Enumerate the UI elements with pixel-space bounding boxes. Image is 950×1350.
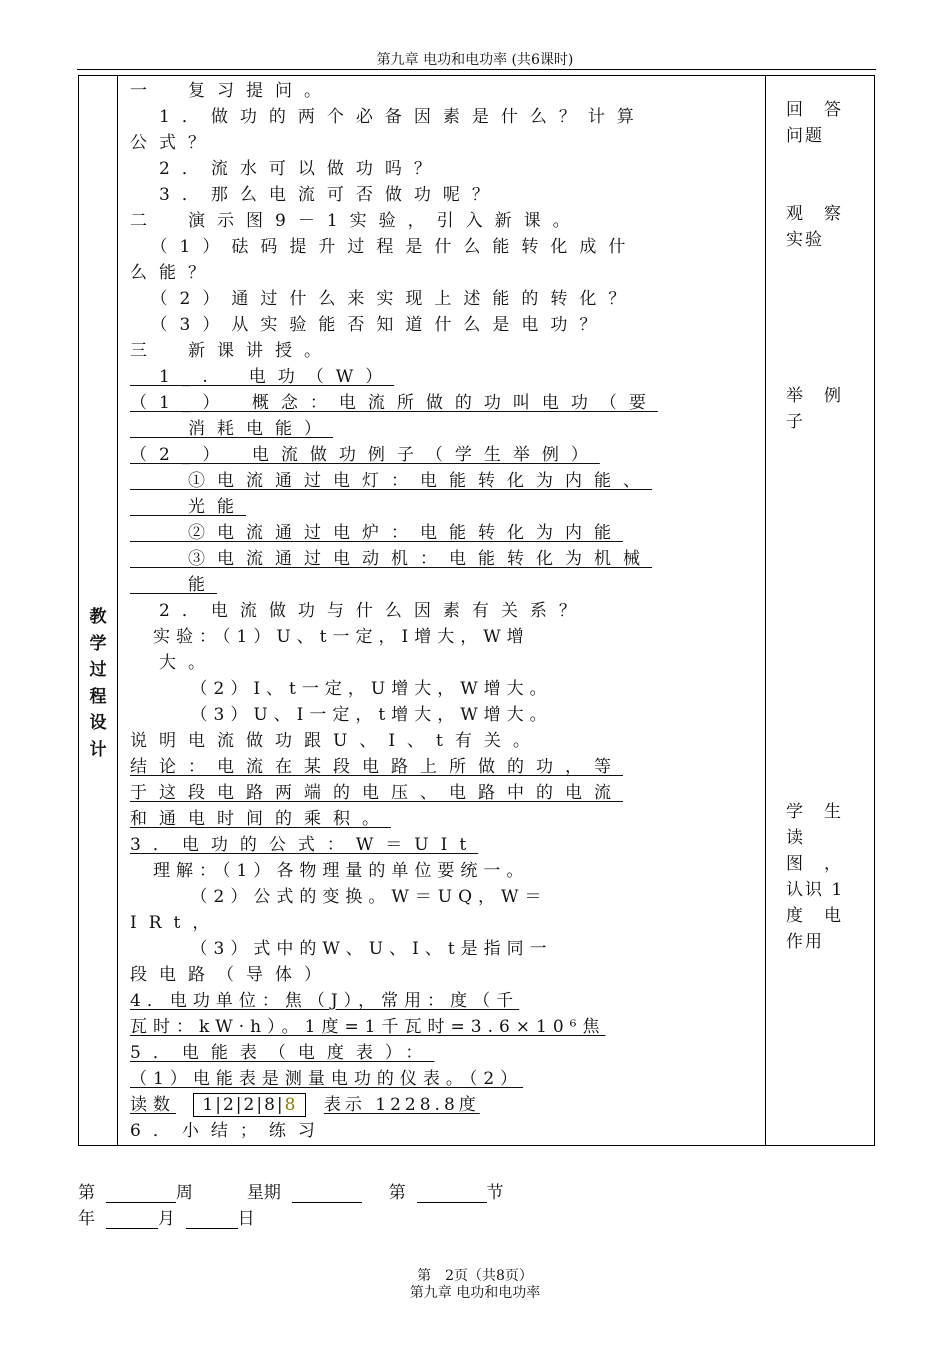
content-line: （2）通过什么来实现上述能的转化？ <box>130 289 638 309</box>
content-line: （2）I、t一定，U增大，W增大。 <box>130 679 553 699</box>
schedule-label: 星期 <box>246 1183 281 1203</box>
content-line: 段电路（导体） <box>130 965 333 985</box>
content-line: ①电流通过电灯：电能转化为内能、 <box>130 471 652 491</box>
schedule-line-1 <box>78 1178 504 1203</box>
section-label <box>79 604 117 763</box>
content-line: 3．那么电流可否做功呢？ <box>130 185 501 205</box>
content-line: 三 新课讲授。 <box>130 341 333 361</box>
content-line: （1）电能表是测量电功的仪表。（2） <box>130 1069 524 1089</box>
page-header: 第九章 电功和电功率 (共6课时) <box>376 52 574 68</box>
content-line: （2）公式的变换。W＝UQ，W＝ <box>130 887 548 907</box>
day-blank[interactable] <box>186 1210 238 1229</box>
content-line: （3）U、I一定，t增大，W增大。 <box>130 705 553 725</box>
content-line: （3）式中的W、U、I、t是指同一 <box>130 939 553 959</box>
schedule-label: 周 <box>175 1183 193 1203</box>
content-line: 6．小结；练习 <box>130 1121 327 1141</box>
activity-note: 举 例 子 <box>786 386 843 432</box>
meter-caption: 表示 1228.8度 <box>323 1095 480 1115</box>
meter-decimal-digit: 8 <box>284 1095 298 1115</box>
column-divider-right <box>765 76 766 1145</box>
content-line: 5．电能表（电度表）： <box>130 1043 435 1063</box>
section-label-char: 过 <box>89 660 107 680</box>
period-blank[interactable] <box>417 1184 487 1203</box>
content-line: 3．电功的公式：W＝UIt <box>130 835 479 855</box>
meter-reading-line <box>130 1092 480 1118</box>
content-line: 瓦时：kW·h）。1度=1千瓦时=3.6×10⁶焦 <box>130 1017 606 1037</box>
meter-display: 1|2|2|8|8 <box>193 1093 306 1117</box>
chapter-title: 第九章 电功和电功率 <box>409 1285 541 1301</box>
meter-digit: 2 <box>243 1095 257 1115</box>
content-line: 4．电功单位：焦（J），常用：度（千 <box>130 991 520 1011</box>
content-line: 2．流水可以做功吗？ <box>130 159 443 179</box>
week-blank[interactable] <box>106 1184 176 1203</box>
schedule-label: 日 <box>237 1209 255 1229</box>
content-line: 一 复习提问。 <box>130 81 333 101</box>
content-line: 1_. 电功（W） <box>130 367 395 387</box>
section-label-char: 计 <box>89 739 107 760</box>
schedule-label: 第 <box>388 1183 406 1203</box>
content-line: 大。 <box>130 653 217 673</box>
content-line: （2_） 电流做功例子（学生举例） <box>130 445 600 465</box>
content-line: （3）从实验能否知道什么是电功？ <box>130 315 609 335</box>
content-line: IRt， <box>130 913 222 933</box>
page-number: 第 2页（共8页） <box>417 1268 533 1284</box>
header-rule <box>77 69 876 70</box>
section-label-char: 教 <box>89 607 107 627</box>
page-footer <box>0 1268 950 1302</box>
meter-digit: 1 <box>202 1095 216 1115</box>
content-line: 实验：（1）U、t一定，I增大，W增 <box>130 627 530 647</box>
content-line: 说明电流做功跟U、I、t有关。 <box>130 731 542 751</box>
schedule-label: 第 <box>78 1183 95 1203</box>
content-line: 光能 <box>130 497 246 517</box>
meter-digit: 2 <box>222 1095 236 1115</box>
content-line: （1_） 概念：电流所做的功叫电功（要 <box>130 393 658 413</box>
content-line: 理解：（1）各物理量的单位要统一。 <box>130 861 530 881</box>
month-blank[interactable] <box>106 1210 158 1229</box>
content-line: 2．电流做功与什么因素有关系？ <box>130 601 588 621</box>
content-line: 于这段电路两端的电压、电路中的电流 <box>130 783 623 803</box>
column-divider-left <box>117 76 118 1145</box>
content-line: 消耗电能） <box>130 419 333 439</box>
schedule-label: 节 <box>486 1183 504 1203</box>
content-line: （1）砝码提升过程是什么能转化成什 <box>130 237 638 257</box>
meter-digit: 8 <box>264 1095 277 1115</box>
content-line: 和通电时间的乘积。 <box>130 809 391 829</box>
section-label-char: 学 <box>89 633 107 654</box>
schedule-label: 月 <box>157 1209 175 1229</box>
content-line: ②电流通过电炉：电能转化为内能 <box>130 523 623 543</box>
weekday-blank[interactable] <box>292 1184 362 1203</box>
content-line: ③电流通过电动机：电能转化为机械 <box>130 549 652 569</box>
schedule-line-2 <box>78 1204 255 1229</box>
content-line: 读数 <box>130 1095 176 1115</box>
activity-note: 回 答 问题 <box>786 100 843 146</box>
content-line: 公式？ <box>130 133 217 153</box>
content-line: 么能？ <box>130 263 217 283</box>
activity-note: 观 察 实验 <box>786 204 843 250</box>
section-label-char: 设 <box>89 713 107 733</box>
content-line: 二 演示图9－1实验，引入新课。 <box>130 211 582 231</box>
content-line: 能 <box>130 575 217 595</box>
content-line: 结论：电流在某段电路上所做的功，等 <box>130 757 623 777</box>
schedule-label: 年 <box>78 1209 95 1229</box>
content-line: 1．做功的两个必备因素是什么？计算 <box>130 107 646 127</box>
activity-note: 学 生 读 图 ， 认识 1 度 电 作用 <box>786 802 845 952</box>
section-label-char: 程 <box>89 686 107 707</box>
